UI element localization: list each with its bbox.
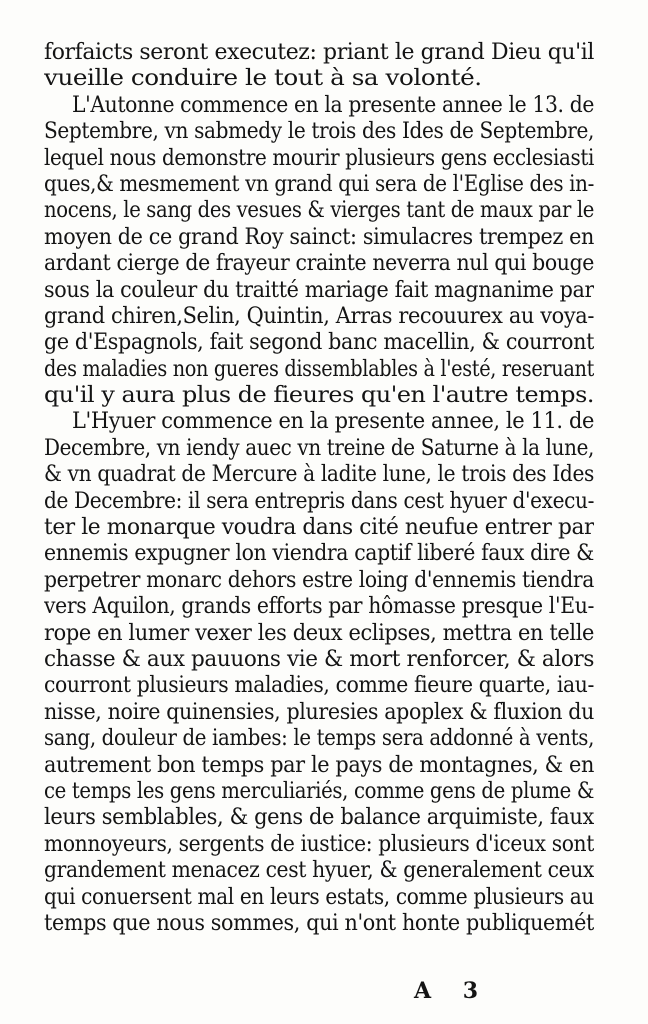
page-body-text — [44, 40, 594, 937]
text-line: chasse & aux pauuons vie & mort renforcer, & alors — [44, 646, 594, 672]
text-line: leurs semblables, & gens de balance arquimiste, faux — [44, 805, 594, 831]
text-line: autrement bon temps par le pays de montagnes, & en — [44, 752, 594, 778]
text-line: des maladies non gueres dissemblables à l'esté, reseruant — [44, 356, 594, 382]
signature-mark: A 3 — [414, 978, 491, 1004]
text-line: qu'il y aura plus de fieures qu'en l'autre temps. — [44, 383, 594, 409]
text-line: sous la couleur du traitté mariage fait magnanime par — [44, 277, 594, 303]
text-line: de Decembre: il sera entrepris dans cest hyuer d'execu- — [44, 488, 594, 514]
text-line: ques,& mesmement vn grand qui sera de l'Eglise des in- — [44, 171, 594, 197]
text-line: forfaicts seront executez: priant le grand Dieu qu'il — [44, 40, 594, 65]
text-line: nisse, noire quinensies, pluresies apoplex & fluxion du — [44, 699, 594, 725]
text-line: ennemis expugner lon viendra captif liberé faux dire & — [44, 541, 594, 567]
text-line: moyen de ce grand Roy sainct: simulacres trempez en — [44, 224, 594, 250]
text-line: ce temps les gens merculiariés, comme gens de plume & — [44, 778, 594, 804]
text-line: sang, douleur de iambes: le temps sera addonné à vents, — [44, 726, 594, 752]
text-line: ardant cierge de frayeur crainte neverra nul qui bouge — [44, 251, 594, 277]
text-line: L'Hyuer commence en la presente annee, le 11. de — [72, 409, 594, 435]
text-line: Decembre, vn iendy auec vn treine de Saturne à la lune, — [44, 435, 594, 461]
text-line: L'Autonne commence en la presente annee le 13. de — [72, 92, 594, 118]
text-line: & vn quadrat de Mercure à ladite lune, le trois des Ides — [44, 462, 594, 488]
text-line: lequel nous demonstre mourir plusieurs gens ecclesiasti — [44, 145, 594, 171]
text-line: temps que nous sommes, qui n'ont honte publiquemét — [44, 910, 594, 936]
paragraph — [44, 93, 594, 410]
text-line: perpetrer monarc dehors estre loing d'ennemis tiendra — [44, 567, 594, 593]
text-line: vers Aquilon, grands efforts par hômasse presque l'Eu- — [44, 594, 594, 620]
text-line: vueille conduire le tout à sa volonté. — [44, 66, 482, 92]
text-line: grandement menacez cest hyuer, & generalement ceux — [44, 858, 594, 884]
text-line: ge d'Espagnols, fait segond banc macellin, & courront — [44, 330, 594, 356]
text-line: rope en lumer vexer les deux eclipses, mettra en telle — [44, 620, 594, 646]
text-line: monnoyeurs, sergents de iustice: plusieurs d'iceux sont — [44, 831, 594, 857]
text-line: nocens, le sang des vesues & vierges tant de maux par le — [44, 198, 594, 224]
text-line: ter le monarque voudra dans cité neufue entrer par — [44, 515, 594, 541]
paragraph — [44, 409, 594, 937]
text-line: grand chiren,Selin, Quintin, Arras recouurex au voya- — [44, 303, 594, 329]
text-line: qui conuersent mal en leurs estats, comme plusieurs au — [44, 884, 594, 910]
text-line: courront plusieurs maladies, comme fieure quarte, iau- — [44, 673, 594, 699]
paragraph — [44, 40, 594, 93]
text-line: Septembre, vn sabmedy le trois des Ides de Septembre, — [44, 119, 594, 145]
